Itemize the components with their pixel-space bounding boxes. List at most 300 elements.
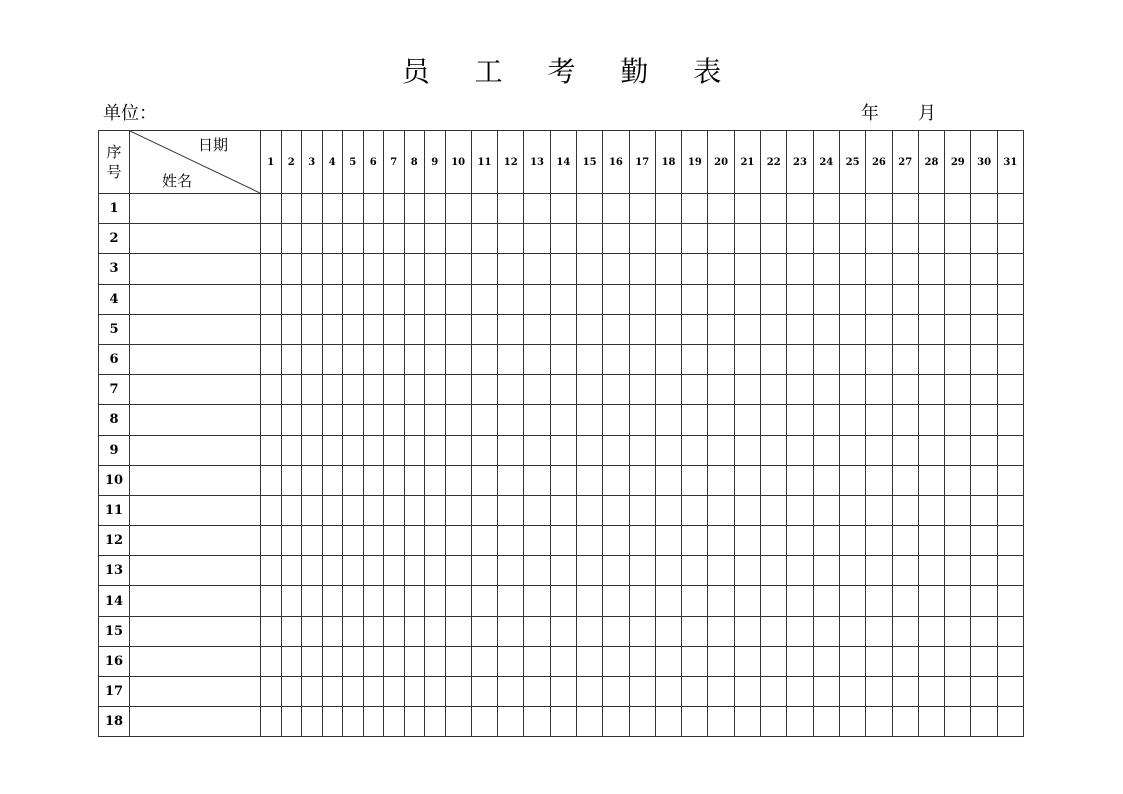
attendance-cell-day-23[interactable]: [787, 344, 813, 374]
attendance-cell-day-27[interactable]: [892, 495, 918, 525]
attendance-cell-day-23[interactable]: [787, 495, 813, 525]
attendance-cell-day-25[interactable]: [839, 465, 865, 495]
attendance-cell-day-21[interactable]: [734, 435, 760, 465]
attendance-cell-day-18[interactable]: [655, 375, 681, 405]
attendance-cell-day-17[interactable]: [629, 646, 655, 676]
attendance-cell-day-11[interactable]: [471, 616, 497, 646]
attendance-cell-day-19[interactable]: [682, 254, 708, 284]
attendance-cell-day-10[interactable]: [445, 194, 471, 224]
attendance-cell-day-13[interactable]: [524, 646, 550, 676]
attendance-cell-day-6[interactable]: [363, 435, 384, 465]
attendance-cell-day-14[interactable]: [550, 435, 576, 465]
attendance-cell-day-5[interactable]: [343, 616, 364, 646]
attendance-cell-day-20[interactable]: [708, 314, 734, 344]
attendance-cell-day-17[interactable]: [629, 375, 655, 405]
attendance-cell-day-6[interactable]: [363, 646, 384, 676]
attendance-cell-day-31[interactable]: [997, 616, 1023, 646]
attendance-cell-day-18[interactable]: [655, 224, 681, 254]
attendance-cell-day-19[interactable]: [682, 707, 708, 737]
attendance-cell-day-25[interactable]: [839, 435, 865, 465]
attendance-cell-day-1[interactable]: [261, 526, 282, 556]
attendance-cell-day-12[interactable]: [498, 586, 524, 616]
attendance-cell-day-10[interactable]: [445, 495, 471, 525]
attendance-cell-day-18[interactable]: [655, 435, 681, 465]
attendance-cell-day-20[interactable]: [708, 526, 734, 556]
attendance-cell-day-31[interactable]: [997, 375, 1023, 405]
attendance-cell-day-29[interactable]: [945, 284, 971, 314]
attendance-cell-day-4[interactable]: [322, 375, 343, 405]
attendance-cell-day-1[interactable]: [261, 344, 282, 374]
name-cell[interactable]: [130, 284, 261, 314]
attendance-cell-day-12[interactable]: [498, 435, 524, 465]
attendance-cell-day-18[interactable]: [655, 465, 681, 495]
attendance-cell-day-26[interactable]: [866, 284, 892, 314]
attendance-cell-day-24[interactable]: [813, 435, 839, 465]
attendance-cell-day-24[interactable]: [813, 224, 839, 254]
attendance-cell-day-14[interactable]: [550, 284, 576, 314]
attendance-cell-day-8[interactable]: [404, 707, 425, 737]
attendance-cell-day-27[interactable]: [892, 435, 918, 465]
attendance-cell-day-31[interactable]: [997, 586, 1023, 616]
attendance-cell-day-20[interactable]: [708, 224, 734, 254]
attendance-cell-day-5[interactable]: [343, 677, 364, 707]
attendance-cell-day-30[interactable]: [971, 435, 997, 465]
attendance-cell-day-20[interactable]: [708, 556, 734, 586]
attendance-cell-day-24[interactable]: [813, 254, 839, 284]
attendance-cell-day-10[interactable]: [445, 465, 471, 495]
attendance-cell-day-16[interactable]: [603, 646, 629, 676]
attendance-cell-day-11[interactable]: [471, 646, 497, 676]
attendance-cell-day-8[interactable]: [404, 616, 425, 646]
attendance-cell-day-5[interactable]: [343, 526, 364, 556]
attendance-cell-day-4[interactable]: [322, 586, 343, 616]
attendance-cell-day-9[interactable]: [425, 344, 446, 374]
attendance-cell-day-5[interactable]: [343, 254, 364, 284]
attendance-cell-day-5[interactable]: [343, 556, 364, 586]
attendance-cell-day-22[interactable]: [761, 616, 787, 646]
attendance-cell-day-1[interactable]: [261, 375, 282, 405]
attendance-cell-day-12[interactable]: [498, 254, 524, 284]
attendance-cell-day-3[interactable]: [302, 677, 323, 707]
attendance-cell-day-27[interactable]: [892, 556, 918, 586]
attendance-cell-day-4[interactable]: [322, 677, 343, 707]
attendance-cell-day-30[interactable]: [971, 526, 997, 556]
attendance-cell-day-11[interactable]: [471, 526, 497, 556]
name-cell[interactable]: [130, 224, 261, 254]
attendance-cell-day-7[interactable]: [384, 314, 405, 344]
attendance-cell-day-15[interactable]: [576, 284, 602, 314]
attendance-cell-day-1[interactable]: [261, 495, 282, 525]
attendance-cell-day-3[interactable]: [302, 707, 323, 737]
attendance-cell-day-6[interactable]: [363, 616, 384, 646]
attendance-cell-day-11[interactable]: [471, 224, 497, 254]
attendance-cell-day-3[interactable]: [302, 586, 323, 616]
attendance-cell-day-24[interactable]: [813, 194, 839, 224]
attendance-cell-day-31[interactable]: [997, 465, 1023, 495]
attendance-cell-day-28[interactable]: [918, 405, 944, 435]
attendance-cell-day-28[interactable]: [918, 616, 944, 646]
attendance-cell-day-11[interactable]: [471, 495, 497, 525]
attendance-cell-day-5[interactable]: [343, 284, 364, 314]
attendance-cell-day-9[interactable]: [425, 646, 446, 676]
attendance-cell-day-18[interactable]: [655, 677, 681, 707]
attendance-cell-day-1[interactable]: [261, 465, 282, 495]
attendance-cell-day-5[interactable]: [343, 314, 364, 344]
attendance-cell-day-13[interactable]: [524, 556, 550, 586]
name-cell[interactable]: [130, 254, 261, 284]
attendance-cell-day-12[interactable]: [498, 284, 524, 314]
attendance-cell-day-18[interactable]: [655, 254, 681, 284]
attendance-cell-day-27[interactable]: [892, 616, 918, 646]
attendance-cell-day-6[interactable]: [363, 495, 384, 525]
attendance-cell-day-12[interactable]: [498, 194, 524, 224]
attendance-cell-day-24[interactable]: [813, 495, 839, 525]
attendance-cell-day-4[interactable]: [322, 526, 343, 556]
attendance-cell-day-17[interactable]: [629, 284, 655, 314]
attendance-cell-day-27[interactable]: [892, 586, 918, 616]
attendance-cell-day-16[interactable]: [603, 435, 629, 465]
attendance-cell-day-1[interactable]: [261, 707, 282, 737]
attendance-cell-day-26[interactable]: [866, 194, 892, 224]
attendance-cell-day-22[interactable]: [761, 526, 787, 556]
attendance-cell-day-13[interactable]: [524, 616, 550, 646]
attendance-cell-day-13[interactable]: [524, 526, 550, 556]
attendance-cell-day-21[interactable]: [734, 616, 760, 646]
attendance-cell-day-31[interactable]: [997, 194, 1023, 224]
attendance-cell-day-8[interactable]: [404, 405, 425, 435]
attendance-cell-day-18[interactable]: [655, 405, 681, 435]
attendance-cell-day-22[interactable]: [761, 254, 787, 284]
attendance-cell-day-22[interactable]: [761, 677, 787, 707]
attendance-cell-day-3[interactable]: [302, 224, 323, 254]
attendance-cell-day-13[interactable]: [524, 586, 550, 616]
attendance-cell-day-17[interactable]: [629, 526, 655, 556]
attendance-cell-day-16[interactable]: [603, 405, 629, 435]
attendance-cell-day-13[interactable]: [524, 284, 550, 314]
attendance-cell-day-19[interactable]: [682, 465, 708, 495]
attendance-cell-day-4[interactable]: [322, 707, 343, 737]
attendance-cell-day-8[interactable]: [404, 254, 425, 284]
attendance-cell-day-10[interactable]: [445, 586, 471, 616]
attendance-cell-day-23[interactable]: [787, 677, 813, 707]
attendance-cell-day-24[interactable]: [813, 586, 839, 616]
attendance-cell-day-31[interactable]: [997, 224, 1023, 254]
attendance-cell-day-11[interactable]: [471, 556, 497, 586]
attendance-cell-day-10[interactable]: [445, 526, 471, 556]
attendance-cell-day-28[interactable]: [918, 526, 944, 556]
attendance-cell-day-30[interactable]: [971, 495, 997, 525]
attendance-cell-day-1[interactable]: [261, 284, 282, 314]
attendance-cell-day-20[interactable]: [708, 435, 734, 465]
attendance-cell-day-10[interactable]: [445, 646, 471, 676]
attendance-cell-day-26[interactable]: [866, 526, 892, 556]
attendance-cell-day-15[interactable]: [576, 616, 602, 646]
attendance-cell-day-18[interactable]: [655, 646, 681, 676]
attendance-cell-day-6[interactable]: [363, 344, 384, 374]
name-cell[interactable]: [130, 616, 261, 646]
attendance-cell-day-14[interactable]: [550, 194, 576, 224]
attendance-cell-day-6[interactable]: [363, 586, 384, 616]
attendance-cell-day-17[interactable]: [629, 344, 655, 374]
attendance-cell-day-19[interactable]: [682, 556, 708, 586]
attendance-cell-day-15[interactable]: [576, 224, 602, 254]
attendance-cell-day-16[interactable]: [603, 375, 629, 405]
attendance-cell-day-2[interactable]: [281, 526, 302, 556]
attendance-cell-day-12[interactable]: [498, 526, 524, 556]
name-cell[interactable]: [130, 344, 261, 374]
attendance-cell-day-16[interactable]: [603, 284, 629, 314]
attendance-cell-day-30[interactable]: [971, 586, 997, 616]
attendance-cell-day-22[interactable]: [761, 707, 787, 737]
attendance-cell-day-13[interactable]: [524, 707, 550, 737]
attendance-cell-day-11[interactable]: [471, 586, 497, 616]
attendance-cell-day-9[interactable]: [425, 677, 446, 707]
attendance-cell-day-29[interactable]: [945, 344, 971, 374]
attendance-cell-day-5[interactable]: [343, 586, 364, 616]
attendance-cell-day-24[interactable]: [813, 375, 839, 405]
attendance-cell-day-21[interactable]: [734, 586, 760, 616]
attendance-cell-day-3[interactable]: [302, 526, 323, 556]
attendance-cell-day-21[interactable]: [734, 495, 760, 525]
attendance-cell-day-30[interactable]: [971, 556, 997, 586]
attendance-cell-day-27[interactable]: [892, 344, 918, 374]
attendance-cell-day-18[interactable]: [655, 526, 681, 556]
attendance-cell-day-16[interactable]: [603, 224, 629, 254]
attendance-cell-day-9[interactable]: [425, 616, 446, 646]
attendance-cell-day-8[interactable]: [404, 586, 425, 616]
attendance-cell-day-22[interactable]: [761, 344, 787, 374]
attendance-cell-day-10[interactable]: [445, 405, 471, 435]
attendance-cell-day-6[interactable]: [363, 707, 384, 737]
attendance-cell-day-7[interactable]: [384, 556, 405, 586]
attendance-cell-day-15[interactable]: [576, 586, 602, 616]
attendance-cell-day-22[interactable]: [761, 224, 787, 254]
attendance-cell-day-6[interactable]: [363, 405, 384, 435]
attendance-cell-day-17[interactable]: [629, 435, 655, 465]
attendance-cell-day-28[interactable]: [918, 646, 944, 676]
attendance-cell-day-21[interactable]: [734, 677, 760, 707]
attendance-cell-day-25[interactable]: [839, 646, 865, 676]
attendance-cell-day-14[interactable]: [550, 495, 576, 525]
attendance-cell-day-15[interactable]: [576, 375, 602, 405]
attendance-cell-day-4[interactable]: [322, 284, 343, 314]
attendance-cell-day-9[interactable]: [425, 495, 446, 525]
attendance-cell-day-21[interactable]: [734, 556, 760, 586]
attendance-cell-day-20[interactable]: [708, 284, 734, 314]
attendance-cell-day-9[interactable]: [425, 254, 446, 284]
name-cell[interactable]: [130, 646, 261, 676]
attendance-cell-day-9[interactable]: [425, 284, 446, 314]
name-cell[interactable]: [130, 375, 261, 405]
attendance-cell-day-6[interactable]: [363, 465, 384, 495]
attendance-cell-day-14[interactable]: [550, 314, 576, 344]
attendance-cell-day-28[interactable]: [918, 224, 944, 254]
attendance-cell-day-26[interactable]: [866, 556, 892, 586]
attendance-cell-day-2[interactable]: [281, 646, 302, 676]
attendance-cell-day-19[interactable]: [682, 284, 708, 314]
attendance-cell-day-15[interactable]: [576, 435, 602, 465]
attendance-cell-day-23[interactable]: [787, 646, 813, 676]
attendance-cell-day-21[interactable]: [734, 526, 760, 556]
attendance-cell-day-19[interactable]: [682, 375, 708, 405]
attendance-cell-day-10[interactable]: [445, 314, 471, 344]
attendance-cell-day-20[interactable]: [708, 344, 734, 374]
attendance-cell-day-24[interactable]: [813, 314, 839, 344]
attendance-cell-day-31[interactable]: [997, 677, 1023, 707]
attendance-cell-day-18[interactable]: [655, 495, 681, 525]
attendance-cell-day-3[interactable]: [302, 314, 323, 344]
attendance-cell-day-16[interactable]: [603, 344, 629, 374]
attendance-cell-day-20[interactable]: [708, 495, 734, 525]
attendance-cell-day-28[interactable]: [918, 677, 944, 707]
attendance-cell-day-19[interactable]: [682, 314, 708, 344]
attendance-cell-day-15[interactable]: [576, 646, 602, 676]
attendance-cell-day-26[interactable]: [866, 707, 892, 737]
attendance-cell-day-7[interactable]: [384, 677, 405, 707]
name-cell[interactable]: [130, 314, 261, 344]
attendance-cell-day-29[interactable]: [945, 586, 971, 616]
attendance-cell-day-30[interactable]: [971, 646, 997, 676]
attendance-cell-day-19[interactable]: [682, 616, 708, 646]
attendance-cell-day-18[interactable]: [655, 344, 681, 374]
attendance-cell-day-22[interactable]: [761, 405, 787, 435]
attendance-cell-day-7[interactable]: [384, 194, 405, 224]
attendance-cell-day-1[interactable]: [261, 314, 282, 344]
attendance-cell-day-1[interactable]: [261, 677, 282, 707]
attendance-cell-day-8[interactable]: [404, 435, 425, 465]
attendance-cell-day-25[interactable]: [839, 254, 865, 284]
attendance-cell-day-20[interactable]: [708, 254, 734, 284]
attendance-cell-day-7[interactable]: [384, 405, 405, 435]
attendance-cell-day-22[interactable]: [761, 465, 787, 495]
attendance-cell-day-16[interactable]: [603, 616, 629, 646]
attendance-cell-day-17[interactable]: [629, 224, 655, 254]
attendance-cell-day-23[interactable]: [787, 375, 813, 405]
attendance-cell-day-21[interactable]: [734, 405, 760, 435]
attendance-cell-day-6[interactable]: [363, 194, 384, 224]
attendance-cell-day-29[interactable]: [945, 646, 971, 676]
attendance-cell-day-5[interactable]: [343, 465, 364, 495]
attendance-cell-day-29[interactable]: [945, 495, 971, 525]
attendance-cell-day-1[interactable]: [261, 616, 282, 646]
attendance-cell-day-16[interactable]: [603, 556, 629, 586]
attendance-cell-day-22[interactable]: [761, 435, 787, 465]
attendance-cell-day-30[interactable]: [971, 254, 997, 284]
attendance-cell-day-7[interactable]: [384, 435, 405, 465]
attendance-cell-day-14[interactable]: [550, 707, 576, 737]
attendance-cell-day-18[interactable]: [655, 586, 681, 616]
attendance-cell-day-30[interactable]: [971, 465, 997, 495]
attendance-cell-day-15[interactable]: [576, 405, 602, 435]
attendance-cell-day-15[interactable]: [576, 254, 602, 284]
attendance-cell-day-15[interactable]: [576, 707, 602, 737]
attendance-cell-day-9[interactable]: [425, 556, 446, 586]
attendance-cell-day-19[interactable]: [682, 194, 708, 224]
attendance-cell-day-31[interactable]: [997, 314, 1023, 344]
attendance-cell-day-20[interactable]: [708, 375, 734, 405]
attendance-cell-day-4[interactable]: [322, 254, 343, 284]
attendance-cell-day-24[interactable]: [813, 344, 839, 374]
attendance-cell-day-7[interactable]: [384, 526, 405, 556]
attendance-cell-day-5[interactable]: [343, 707, 364, 737]
attendance-cell-day-9[interactable]: [425, 465, 446, 495]
attendance-cell-day-13[interactable]: [524, 224, 550, 254]
attendance-cell-day-3[interactable]: [302, 284, 323, 314]
attendance-cell-day-19[interactable]: [682, 677, 708, 707]
attendance-cell-day-20[interactable]: [708, 194, 734, 224]
name-cell[interactable]: [130, 405, 261, 435]
attendance-cell-day-29[interactable]: [945, 314, 971, 344]
attendance-cell-day-22[interactable]: [761, 495, 787, 525]
attendance-cell-day-8[interactable]: [404, 224, 425, 254]
attendance-cell-day-24[interactable]: [813, 707, 839, 737]
attendance-cell-day-14[interactable]: [550, 646, 576, 676]
attendance-cell-day-8[interactable]: [404, 284, 425, 314]
attendance-cell-day-2[interactable]: [281, 495, 302, 525]
name-cell[interactable]: [130, 556, 261, 586]
attendance-cell-day-13[interactable]: [524, 344, 550, 374]
attendance-cell-day-22[interactable]: [761, 586, 787, 616]
attendance-cell-day-28[interactable]: [918, 556, 944, 586]
attendance-cell-day-15[interactable]: [576, 677, 602, 707]
attendance-cell-day-10[interactable]: [445, 616, 471, 646]
attendance-cell-day-4[interactable]: [322, 616, 343, 646]
attendance-cell-day-21[interactable]: [734, 224, 760, 254]
attendance-cell-day-4[interactable]: [322, 224, 343, 254]
attendance-cell-day-3[interactable]: [302, 556, 323, 586]
attendance-cell-day-25[interactable]: [839, 284, 865, 314]
attendance-cell-day-9[interactable]: [425, 194, 446, 224]
attendance-cell-day-23[interactable]: [787, 556, 813, 586]
attendance-cell-day-31[interactable]: [997, 405, 1023, 435]
attendance-cell-day-7[interactable]: [384, 707, 405, 737]
attendance-cell-day-11[interactable]: [471, 344, 497, 374]
attendance-cell-day-14[interactable]: [550, 586, 576, 616]
attendance-cell-day-5[interactable]: [343, 405, 364, 435]
attendance-cell-day-31[interactable]: [997, 556, 1023, 586]
attendance-cell-day-31[interactable]: [997, 254, 1023, 284]
attendance-cell-day-15[interactable]: [576, 314, 602, 344]
attendance-cell-day-26[interactable]: [866, 344, 892, 374]
attendance-cell-day-22[interactable]: [761, 375, 787, 405]
attendance-cell-day-17[interactable]: [629, 314, 655, 344]
attendance-cell-day-26[interactable]: [866, 465, 892, 495]
attendance-cell-day-6[interactable]: [363, 254, 384, 284]
attendance-cell-day-30[interactable]: [971, 616, 997, 646]
attendance-cell-day-26[interactable]: [866, 586, 892, 616]
attendance-cell-day-30[interactable]: [971, 405, 997, 435]
attendance-cell-day-5[interactable]: [343, 495, 364, 525]
attendance-cell-day-29[interactable]: [945, 194, 971, 224]
attendance-cell-day-12[interactable]: [498, 314, 524, 344]
attendance-cell-day-23[interactable]: [787, 465, 813, 495]
attendance-cell-day-23[interactable]: [787, 405, 813, 435]
attendance-cell-day-23[interactable]: [787, 284, 813, 314]
attendance-cell-day-20[interactable]: [708, 465, 734, 495]
attendance-cell-day-17[interactable]: [629, 556, 655, 586]
attendance-cell-day-25[interactable]: [839, 344, 865, 374]
attendance-cell-day-19[interactable]: [682, 405, 708, 435]
attendance-cell-day-16[interactable]: [603, 254, 629, 284]
attendance-cell-day-25[interactable]: [839, 616, 865, 646]
attendance-cell-day-12[interactable]: [498, 646, 524, 676]
attendance-cell-day-7[interactable]: [384, 586, 405, 616]
attendance-cell-day-21[interactable]: [734, 314, 760, 344]
attendance-cell-day-17[interactable]: [629, 616, 655, 646]
attendance-cell-day-12[interactable]: [498, 224, 524, 254]
attendance-cell-day-23[interactable]: [787, 586, 813, 616]
attendance-cell-day-10[interactable]: [445, 707, 471, 737]
